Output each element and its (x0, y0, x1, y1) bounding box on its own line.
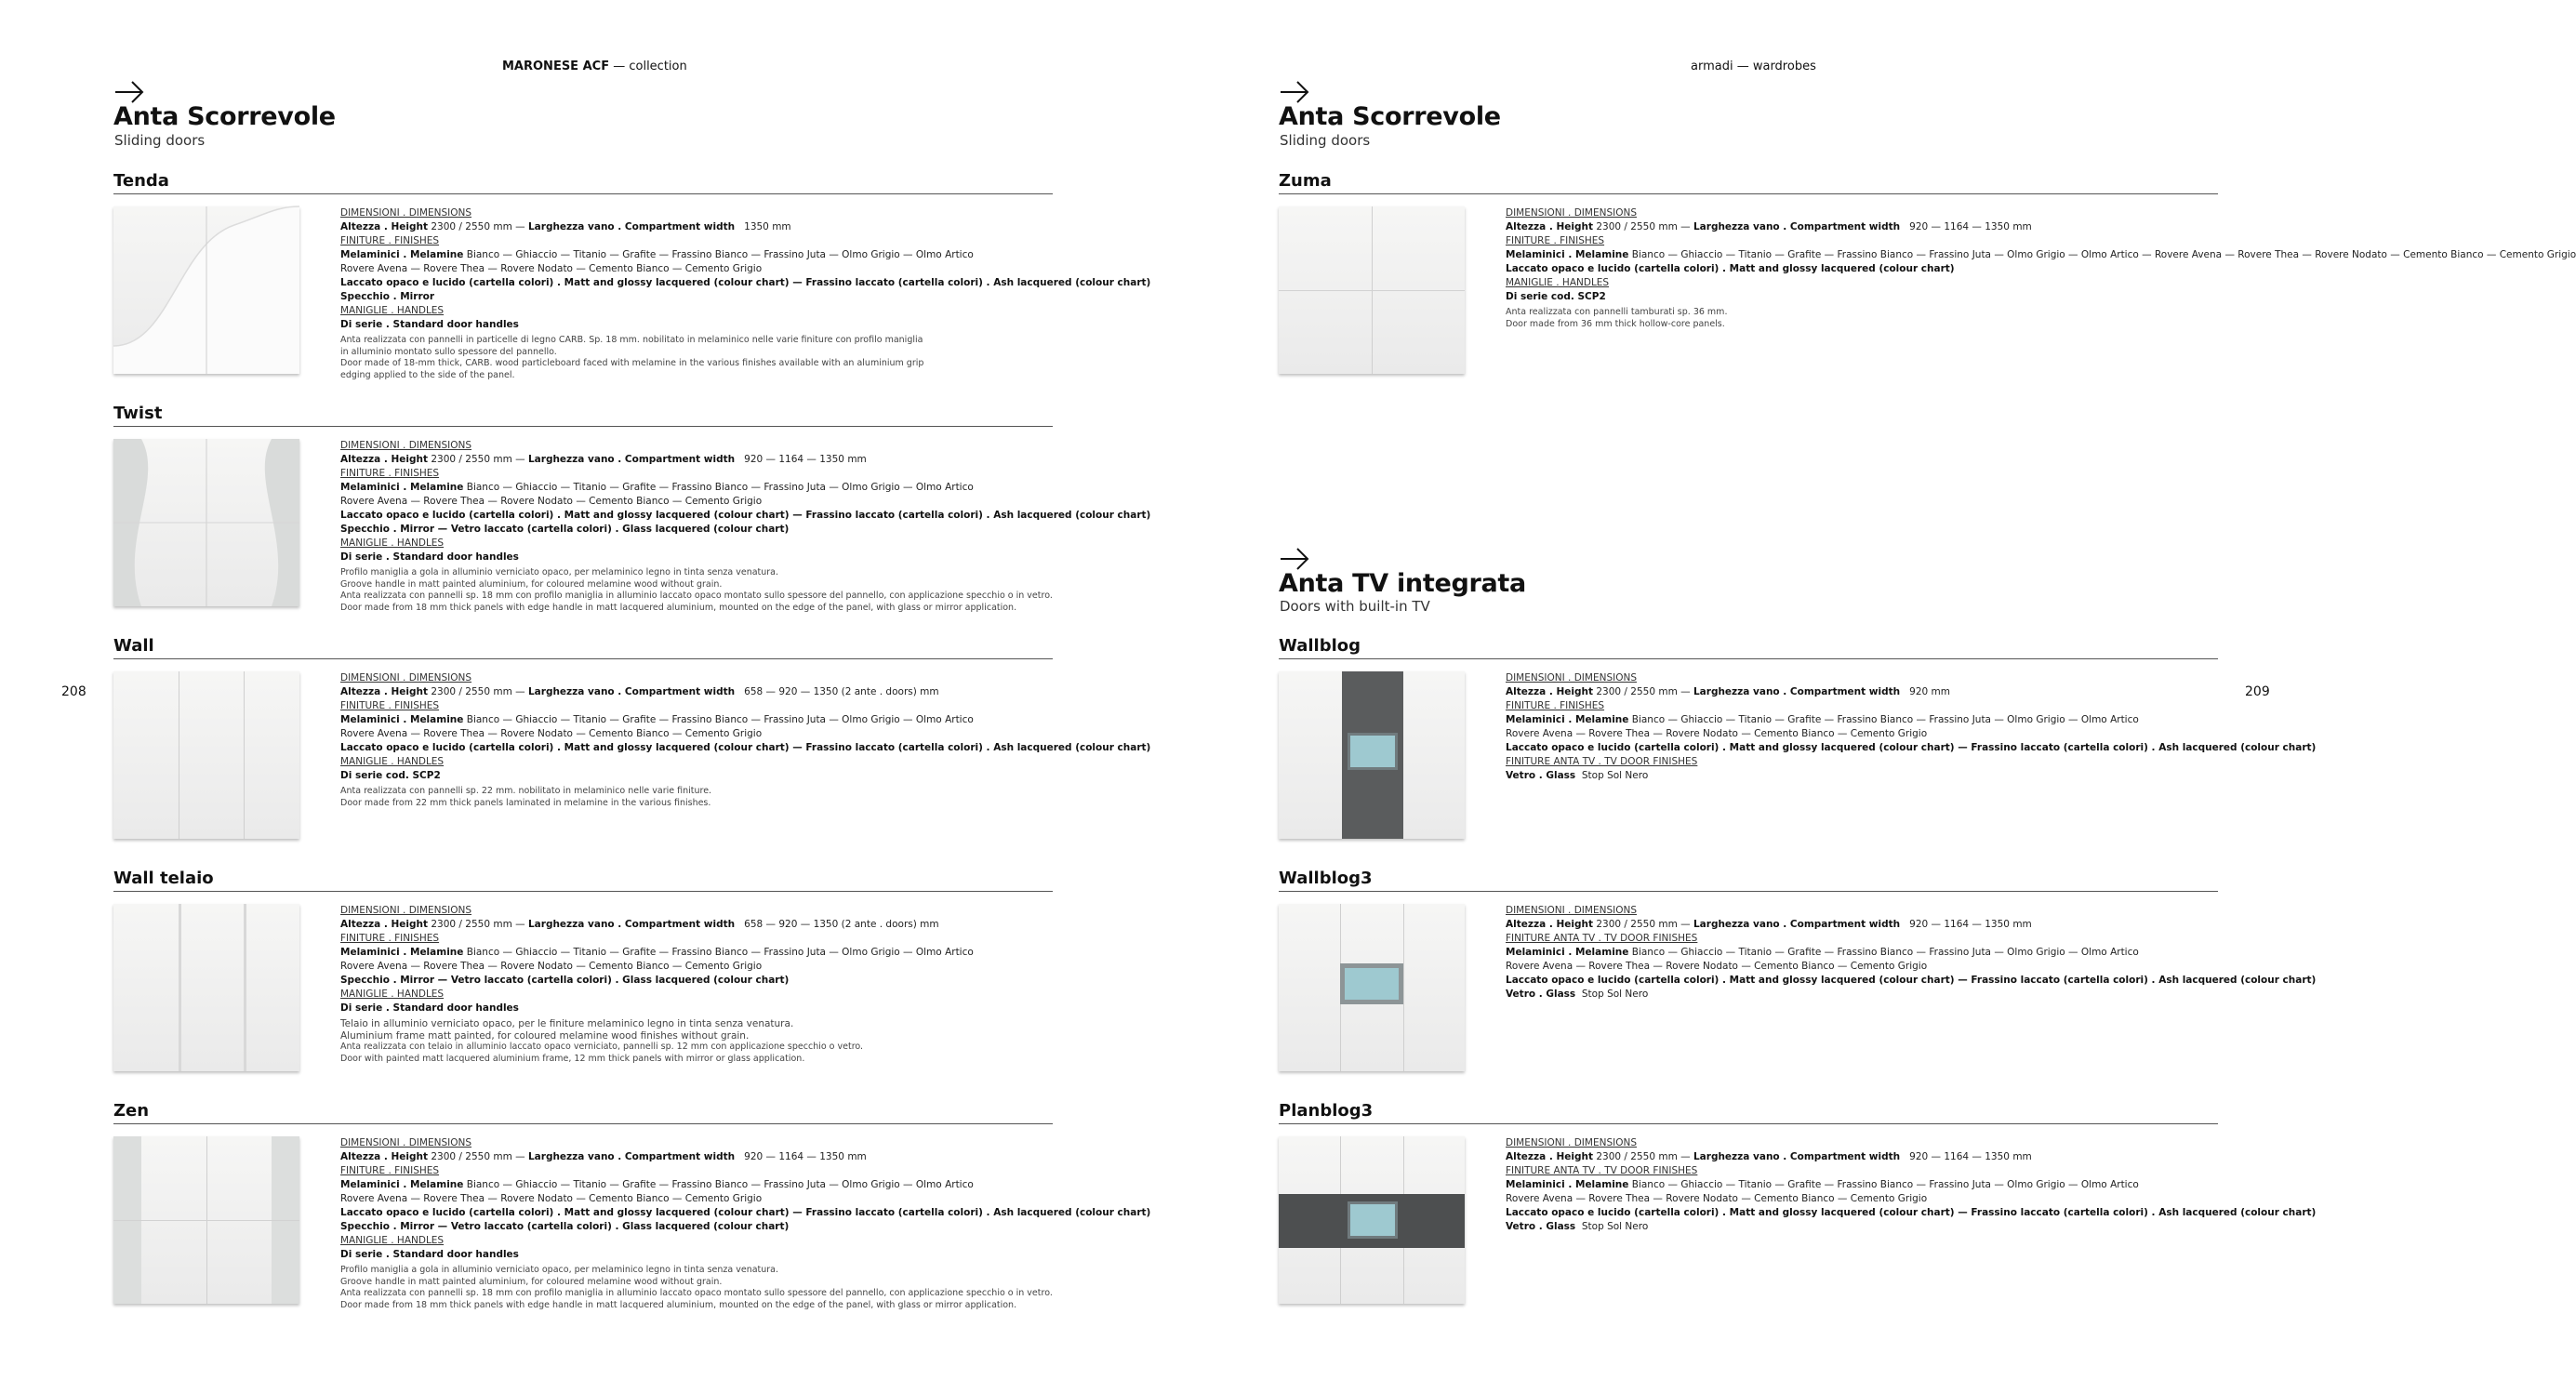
wave-door-graphic (113, 439, 299, 606)
product-image-wall (113, 671, 299, 839)
product-name: Tenda (113, 171, 169, 191)
product-image-wall-telaio (113, 904, 299, 1071)
finishes-heading: FINITURE . FINISHES (340, 235, 440, 246)
section-title: Anta Scorrevole (113, 102, 336, 131)
product-name: Twist (113, 404, 163, 423)
product-image-wallblog (1279, 671, 1465, 839)
arrow-right-icon (113, 80, 145, 104)
section-subtitle: Sliding doors (114, 132, 206, 149)
product-note: Anta realizzata con pannelli tamburati sp. 36 mm. Door made from 36 mm thick hollow-core panels. (1506, 307, 1728, 329)
divider (113, 426, 1053, 427)
product-note: Telaio in alluminio verniciato opaco, per le finiture melaminico legno in tinta senza venatura. Aluminium frame matt painted, for coloured melamine wood finishes without grain. Anta realizzata con telaio in alluminio laccato opaco verniciato, pannelli sp. 12 mm con applicazione specchio o vetro. Door with painted matt lacquered aluminium frame, 12 mm thick panels with mirror or glass application. (340, 1018, 864, 1064)
product-wallblog3 (1279, 869, 2317, 1092)
divider (1279, 1123, 2218, 1124)
arrow-right-icon (1279, 547, 1310, 571)
product-name: Wallblog (1279, 636, 1361, 656)
product-note: Profilo maniglia a gola in alluminio verniciato opaco, per melaminico legno in tinta senza venatura. Groove handle in matt painted aluminium, for coloured melamine wood without grain. Anta realizzata con pannelli sp. 18 mm con profilo maniglia in alluminio laccato opaco montato sullo spessore del pannello, con applicazione specchio o in vetro. Door made from 18 mm thick panels with edge handle in matt lacquered aluminium, mounted on the edge of the panel, with glass or mirror application. (340, 1265, 1053, 1310)
divider (1279, 658, 2218, 659)
product-wall (113, 636, 1151, 859)
product-name: Zen (113, 1101, 150, 1121)
running-header-right: armadi — wardrobes (1691, 60, 1816, 73)
divider (113, 1123, 1053, 1124)
product-note: Anta realizzata con pannelli in particelle di legno CARB. Sp. 18 mm. nobilitato in melaminico nelle varie finiture con profilo maniglia in alluminio montato sullo spessore del pannello. Door made of 18-mm thick, CARB. wood particleboard faced with melamine in the various finishes available with an aluminium grip edging applied to the side of the panel. (340, 335, 924, 380)
product-image-zen (113, 1136, 299, 1304)
product-specs: DIMENSIONI . DIMENSIONS Altezza . Height 2300 / 2550 mm — Larghezza vano . Compartment width 920 — 1164 — 1350 mm FINITURE . FINISHES Melaminici . Melamine Bianco — Ghiaccio — Titanio — Grafite — Frassino Bianco — Frassino Juta — Olmo Grigio — Olmo Artico Rovere Avena — Rovere Thea — Rovere Nodato — Cemento Bianco — Cemento Grigio Laccato opaco e lucido (cartella colori) . Matt and glossy lacquered (colour chart) — Frassino laccato (cartella colori) . Ash lacquered (colour chart) Specchio . Mirror — Vetro laccato (cartella colori) . Glass lacquered (colour chart) MANIGLIE . HANDLES Di serie . Standard door handles Profilo maniglia a gola in alluminio verniciato opaco, per melaminico legno in tinta senza venatura. Groove handle in matt painted aluminium, for coloured melamine wood without grain. Anta realizzata con pannelli sp. 18 mm con profilo maniglia in alluminio laccato opaco montato sullo spessore del pannello, con applicazione specchio o in vetro. Door made from 18 mm thick panels with edge handle in matt lacquered aluminium, mounted on the edge of the panel, with glass or mirror application. (340, 1137, 1151, 1310)
product-note: Profilo maniglia a gola in alluminio verniciato opaco, per melaminico legno in tinta senza venatura. Groove handle in matt painted aluminium, for coloured melamine wood without grain. Anta realizzata con pannelli sp. 18 mm con profilo maniglia in alluminio laccato opaco montato sullo spessore del pannello, con applicazione specchio o in vetro. Door made from 18 mm thick panels with edge handle in matt lacquered aluminium, mounted on the edge of the panel, with glass or mirror application. (340, 567, 1053, 613)
tv-screen (1340, 963, 1403, 1004)
product-image-zuma (1279, 206, 1465, 374)
product-specs: DIMENSIONI . DIMENSIONS Altezza . Height 2300 / 2550 mm — Larghezza vano . Compartment width 920 — 1164 — 1350 mm FINITURE ANTA TV . TV DOOR FINISHES Melaminici . Melamine Bianco — Ghiaccio — Titanio — Grafite — Frassino Bianco — Frassino Juta — Olmo Grigio — Olmo Artico Rovere Avena — Rovere Thea — Rovere Nodato — Cemento Bianco — Cemento Grigio Laccato opaco e lucido (cartella colori) . Matt and glossy lacquered (colour chart) — Frassino laccato (cartella colori) . Ash lacquered (colour chart) Vetro . Glass Stop Sol Nero (1506, 1137, 2317, 1232)
page-number-left: 208 (61, 684, 86, 699)
dimensions-heading: DIMENSIONI . DIMENSIONS (340, 207, 471, 219)
section-title: Anta Scorrevole (1279, 102, 1501, 131)
curve-door-graphic (113, 206, 299, 374)
product-zen (113, 1101, 1151, 1324)
product-image-planblog3 (1279, 1136, 1465, 1304)
product-image-wallblog3 (1279, 904, 1465, 1071)
section-subtitle: Sliding doors (1280, 132, 1371, 149)
handles-heading: MANIGLIE . HANDLES (340, 305, 445, 316)
product-specs: DIMENSIONI . DIMENSIONS Altezza . Height 2300 / 2550 mm — Larghezza vano . Compartment width 658 — 920 — 1350 (2 ante . doors) mm FINITURE . FINISHES Melaminici . Melamine Bianco — Ghiaccio — Titanio — Grafite — Frassino Bianco — Frassino Juta — Olmo Grigio — Olmo Artico Rovere Avena — Rovere Thea — Rovere Nodato — Cemento Bianco — Cemento Grigio Laccato opaco e lucido (cartella colori) . Matt and glossy lacquered (colour chart) — Frassino laccato (cartella colori) . Ash lacquered (colour chart) MANIGLIE . HANDLES Di serie cod. SCP2 Anta realizzata con pannelli sp. 22 mm. nobilitato in melaminico nelle varie finiture. Door made from 22 mm thick panels laminated in melamine in the various finishes. (340, 672, 1151, 808)
product-specs: DIMENSIONI . DIMENSIONS Altezza . Height 2300 / 2550 mm — Larghezza vano . Compartment width 920 mm FINITURE . FINISHES Melaminici . Melamine Bianco — Ghiaccio — Titanio — Grafite — Frassino Bianco — Frassino Juta — Olmo Grigio — Olmo Artico Rovere Avena — Rovere Thea — Rovere Nodato — Cemento Bianco — Cemento Grigio Laccato opaco e lucido (cartella colori) . Matt and glossy lacquered (colour chart) — Frassino laccato (cartella colori) . Ash lacquered (colour chart) FINITURE ANTA TV . TV DOOR FINISHES Vetro . Glass Stop Sol Nero (1506, 672, 2317, 781)
product-twist (113, 404, 1151, 627)
section-title: Anta TV integrata (1279, 569, 1526, 598)
product-specs: DIMENSIONI . DIMENSIONS Altezza . Height 2300 / 2550 mm — Larghezza vano . Compartment width 920 — 1164 — 1350 mm FINITURE . FINISHES Melaminici . Melamine Bianco — Ghiaccio — Titanio — Grafite — Frassino Bianco — Frassino Juta — Olmo Grigio — Olmo Artico Rovere Avena — Rovere Thea — Rovere Nodato — Cemento Bianco — Cemento Grigio Laccato opaco e lucido (cartella colori) . Matt and glossy lacquered (colour chart) — Frassino laccato (cartella colori) . Ash lacquered (colour chart) Specchio . Mirror — Vetro laccato (cartella colori) . Glass lacquered (colour chart) MANIGLIE . HANDLES Di serie . Standard door handles Profilo maniglia a gola in alluminio verniciato opaco, per melaminico legno in tinta senza venatura. Groove handle in matt painted aluminium, for coloured melamine wood without grain. Anta realizzata con pannelli sp. 18 mm con profilo maniglia in alluminio laccato opaco montato sullo spessore del pannello, con applicazione specchio o in vetro. Door made from 18 mm thick panels with edge handle in matt lacquered aluminium, mounted on the edge of the panel, with glass or mirror application. (340, 440, 1151, 613)
tv-screen (1348, 1201, 1398, 1239)
product-note: Anta realizzata con pannelli sp. 22 mm. nobilitato in melaminico nelle varie finiture. Door made from 22 mm thick panels laminated in melamine in the various finishes. (340, 786, 712, 808)
product-name: Wall (113, 636, 154, 656)
divider (1279, 193, 2218, 194)
product-image-twist (113, 439, 299, 606)
right-page (1162, 0, 2576, 1380)
left-page (0, 0, 1162, 1380)
product-name: Zuma (1279, 171, 1332, 191)
arrow-right-icon (1279, 80, 1310, 104)
product-specs: DIMENSIONI . DIMENSIONS Altezza . Height 2300 / 2550 mm — Larghezza vano . Compartment width 1350 mm FINITURE . FINISHES Melaminici . Melamine Bianco — Ghiaccio — Titanio — Grafite — Frassino Bianco — Frassino Juta — Olmo Grigio — Olmo Artico Rovere Avena — Rovere Thea — Rovere Nodato — Cemento Bianco — Cemento Grigio Laccato opaco e lucido (cartella colori) . Matt and glossy lacquered (colour chart) — Frassino laccato (cartella colori) . Ash lacquered (colour chart) Specchio . Mirror MANIGLIE . HANDLES Di serie . Standard door handles Anta realizzata con pannelli in particelle di legno CARB. Sp. 18 mm. nobilitato in melaminico nelle varie finiture con profilo maniglia in alluminio montato sullo spessore del pannello. Door made of 18-mm thick, CARB. wood particleboard faced with melamine in the various finishes available with an aluminium grip edging applied to the side of the panel. (340, 207, 1151, 380)
divider (113, 193, 1053, 194)
product-tenda (113, 171, 1151, 394)
product-planblog3 (1279, 1101, 2317, 1324)
product-zuma (1279, 171, 2576, 394)
product-image-tenda (113, 206, 299, 374)
product-name: Wall telaio (113, 869, 214, 888)
product-specs: DIMENSIONI . DIMENSIONS Altezza . Height 2300 / 2550 mm — Larghezza vano . Compartment width 658 — 920 — 1350 (2 ante . doors) mm FINITURE . FINISHES Melaminici . Melamine Bianco — Ghiaccio — Titanio — Grafite — Frassino Bianco — Frassino Juta — Olmo Grigio — Olmo Artico Rovere Avena — Rovere Thea — Rovere Nodato — Cemento Bianco — Cemento Grigio Specchio . Mirror — Vetro laccato (cartella colori) . Glass lacquered (colour chart) MANIGLIE . HANDLES Di serie . Standard door handles Telaio in alluminio verniciato opaco, per le finiture melaminico legno in tinta senza venatura. Aluminium frame matt painted, for coloured melamine wood finishes without grain. Anta realizzata con telaio in alluminio laccato opaco verniciato, pannelli sp. 12 mm con applicazione specchio o vetro. Door with painted matt lacquered aluminium frame, 12 mm thick panels with mirror or glass application. (340, 904, 1052, 1065)
product-specs: DIMENSIONI . DIMENSIONS Altezza . Height 2300 / 2550 mm — Larghezza vano . Compartment width 920 — 1164 — 1350 mm FINITURE . FINISHES Melaminici . Melamine Bianco — Ghiaccio — Titanio — Grafite — Frassino Bianco — Frassino Juta — Olmo Grigio — Olmo Artico — Rovere Avena — Rovere Thea — Rovere Nodato — Cemento Bianco — Cemento Grigio Laccato opaco e lucido (cartella colori) . Matt and glossy lacquered (colour chart) MANIGLIE . HANDLES Di serie cod. SCP2 Anta realizzata con pannelli tamburati sp. 36 mm. Door made from 36 mm thick hollow-core panels. (1506, 207, 2576, 329)
product-name: Planblog3 (1279, 1101, 1374, 1121)
product-specs: DIMENSIONI . DIMENSIONS Altezza . Height 2300 / 2550 mm — Larghezza vano . Compartment width 920 — 1164 — 1350 mm FINITURE ANTA TV . TV DOOR FINISHES Melaminici . Melamine Bianco — Ghiaccio — Titanio — Grafite — Frassino Bianco — Frassino Juta — Olmo Grigio — Olmo Artico Rovere Avena — Rovere Thea — Rovere Nodato — Cemento Bianco — Cemento Grigio Laccato opaco e lucido (cartella colori) . Matt and glossy lacquered (colour chart) — Frassino laccato (cartella colori) . Ash lacquered (colour chart) Vetro . Glass Stop Sol Nero (1506, 905, 2317, 1000)
product-name: Wallblog3 (1279, 869, 1373, 888)
running-header-left: MARONESE ACF — collection (502, 60, 687, 73)
product-wall-telaio (113, 869, 1053, 1092)
page-number-right: 209 (2245, 684, 2270, 699)
divider (113, 891, 1053, 892)
tv-screen (1348, 733, 1398, 770)
divider (113, 658, 1053, 659)
divider (1279, 891, 2218, 892)
section-subtitle: Doors with built-in TV (1280, 598, 1430, 615)
